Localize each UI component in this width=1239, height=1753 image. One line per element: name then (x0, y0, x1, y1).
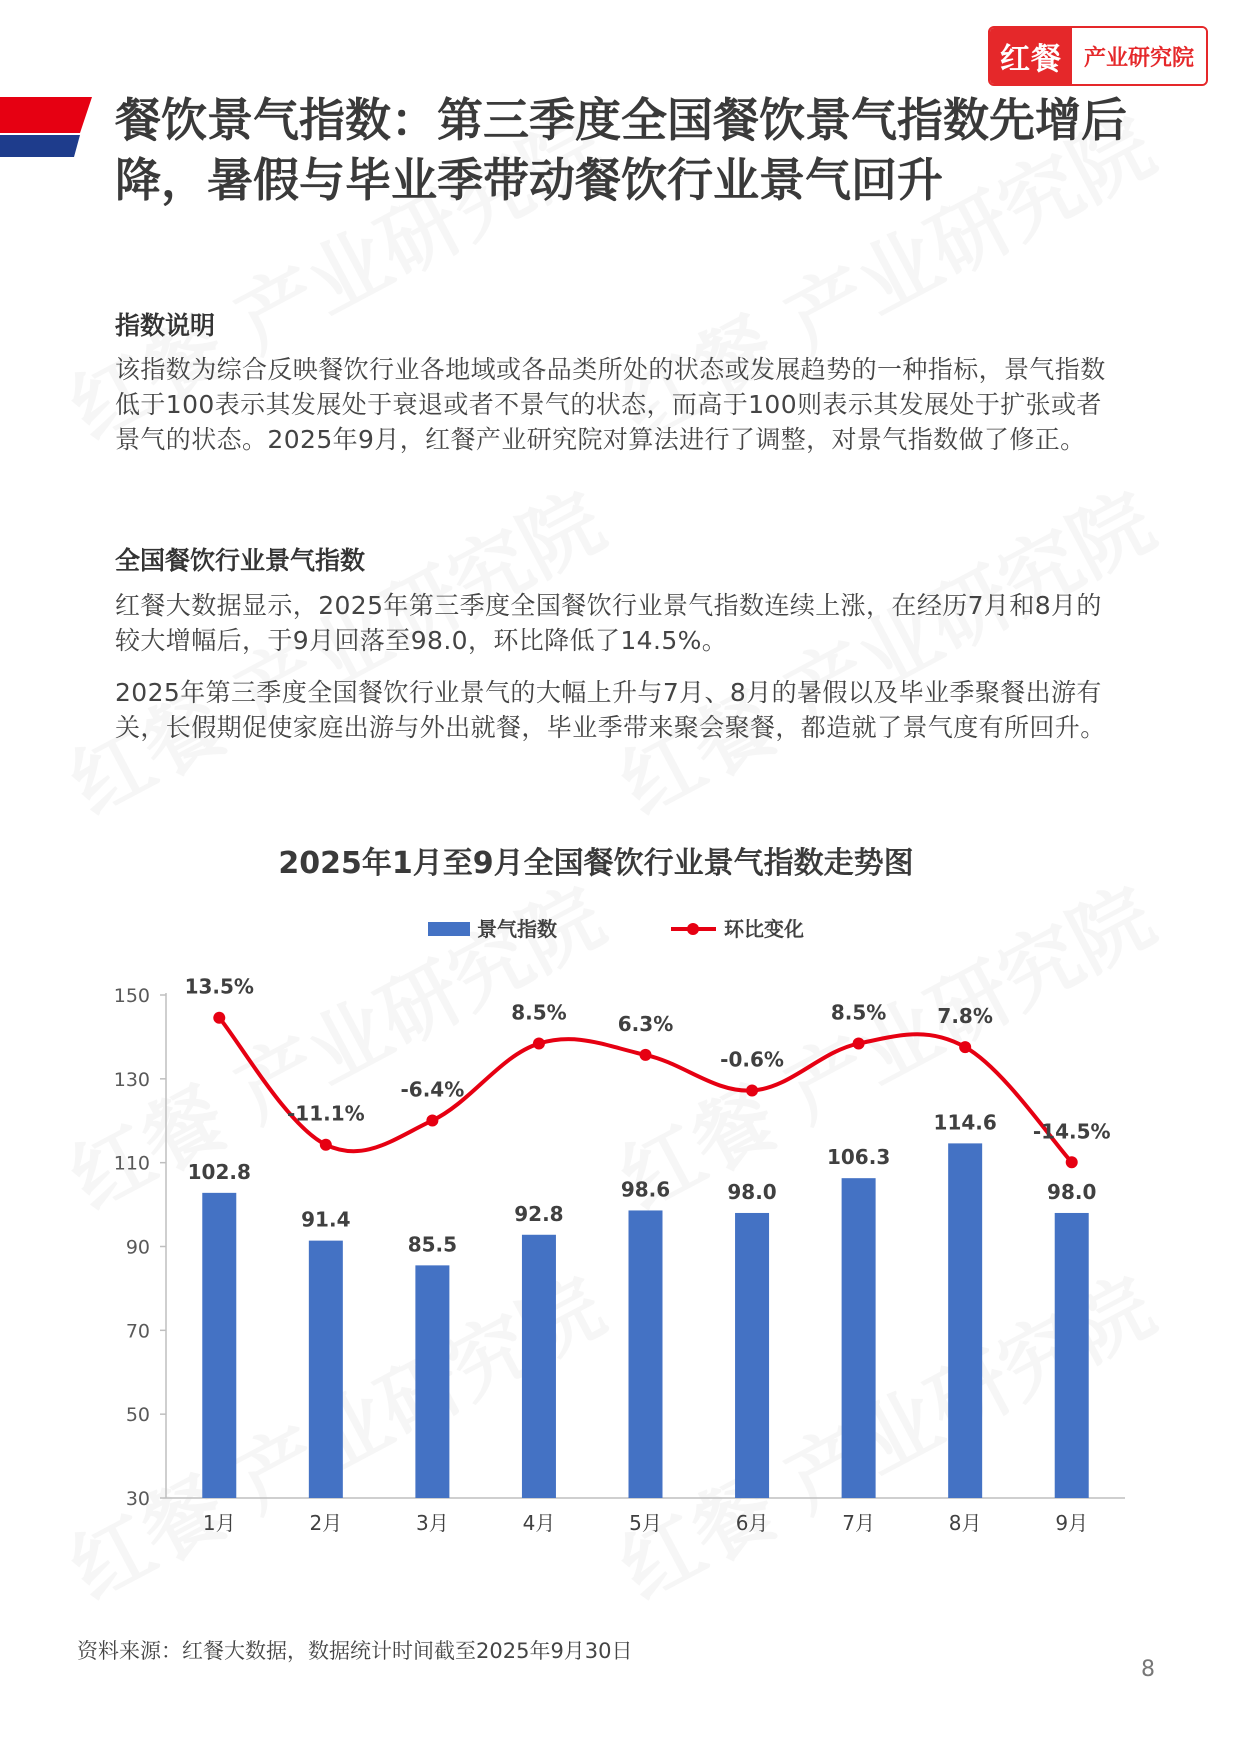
legend-bar-label: 景气指数 (477, 917, 557, 941)
x-tick-label: 8月 (948, 1511, 982, 1535)
chart-title: 2025年1月至9月全国餐饮行业景气指数走势图 (278, 846, 914, 881)
source-note: 资料来源：红餐大数据，数据统计时间截至2025年9月30日 (77, 1639, 633, 1663)
line-point (959, 1041, 971, 1053)
logo-text: 产业研究院 (1072, 28, 1206, 84)
y-tick-label: 150 (113, 985, 150, 1007)
bar-value-label: 92.8 (514, 1201, 564, 1226)
section-heading-index-note: 指数说明 (115, 311, 216, 340)
x-tick-label: 3月 (416, 1511, 449, 1535)
x-tick-label: 7月 (842, 1511, 875, 1535)
line-point (1066, 1156, 1078, 1168)
y-tick-label: 30 (125, 1488, 150, 1510)
page-number: 8 (1141, 1657, 1155, 1682)
bar-value-label: 98.0 (1047, 1179, 1097, 1204)
y-tick-label: 130 (113, 1068, 150, 1091)
bar-value-label: 114.6 (933, 1110, 997, 1135)
bar-value-label: 85.5 (407, 1232, 458, 1257)
line-point (640, 1049, 652, 1061)
bar (202, 1193, 236, 1498)
bar-value-label: 98.6 (620, 1177, 671, 1202)
x-tick-label: 2月 (309, 1511, 343, 1535)
chart-legend (428, 917, 804, 941)
page-title: 餐饮景气指数：第三季度全国餐饮景气指数先增后降，暑假与毕业季带动餐饮行业景气回升 (115, 93, 1127, 207)
bar-value-label: 91.4 (301, 1207, 351, 1232)
line-value-label: 8.5% (830, 1000, 887, 1025)
x-tick-label: 5月 (629, 1511, 662, 1535)
legend-line-marker (687, 923, 699, 935)
line-point (320, 1139, 332, 1151)
line-value-label: 7.8% (937, 1004, 993, 1029)
bar (522, 1235, 556, 1498)
bar (629, 1210, 663, 1498)
index-note-text: 该指数为综合反映餐饮行业各地域或各品类所处的状态或发展趋势的一种指标，景气指数低于100表示其发展处于衰退或者不景气的状态，而高于100则表示其发展处于扩张或者景气的状态。2025年9月，红餐产业研究院对算法进行了调整，对景气指数做了修正。 (115, 355, 1106, 454)
line-value-label: -14.5% (1032, 1119, 1111, 1144)
line-value-label: -6.4% (400, 1077, 465, 1102)
bar-value-label: 98.0 (727, 1179, 777, 1204)
x-tick-label: 1月 (202, 1511, 236, 1535)
bar (1055, 1213, 1089, 1498)
bar (948, 1143, 982, 1498)
national-index-para-1: 红餐大数据显示，2025年第三季度全国餐饮行业景气指数连续上涨，在经历7月和8月的较大增幅后，于9月回落至98.0，环比降低了14.5%。 (115, 591, 1102, 655)
logo-mark: 红餐 (990, 28, 1072, 84)
line-point (746, 1085, 758, 1097)
x-tick-label: 9月 (1055, 1511, 1089, 1535)
bar (842, 1178, 876, 1498)
line-point (533, 1038, 545, 1050)
y-tick-label: 70 (125, 1320, 150, 1343)
bar-series (188, 1110, 1097, 1498)
line-point (213, 1012, 225, 1024)
legend-line-label: 环比变化 (724, 917, 804, 941)
legend-bar-swatch (428, 922, 470, 936)
bar (309, 1241, 343, 1498)
y-tick-label: 50 (125, 1404, 150, 1427)
y-tick-label: 110 (113, 1152, 150, 1175)
national-index-para-2: 2025年第三季度全国餐饮行业景气的大幅上升与7月、8月的暑假以及毕业季聚餐出游有关，长假期促使家庭出游与外出就餐，毕业季带来聚会聚餐，都造就了景气度有所回升。 (115, 678, 1106, 742)
line-series (185, 975, 1111, 1169)
x-tick-label: 4月 (522, 1511, 556, 1535)
bar (735, 1213, 769, 1498)
line-path (219, 1018, 1071, 1163)
line-value-label: 6.3% (617, 1011, 674, 1036)
bar-value-label: 102.8 (187, 1159, 251, 1184)
section-heading-national-index: 全国餐饮行业景气指数 (115, 546, 366, 575)
x-tick-label: 6月 (735, 1511, 769, 1535)
line-point (426, 1114, 438, 1126)
line-value-label: 13.5% (184, 974, 254, 999)
bar (415, 1265, 449, 1498)
line-point (853, 1038, 865, 1050)
bar-value-label: 106.3 (826, 1145, 891, 1170)
y-tick-label: 90 (125, 1236, 150, 1259)
line-value-label: -0.6% (720, 1047, 784, 1072)
line-value-label: -11.1% (286, 1101, 365, 1126)
line-value-label: 8.5% (511, 1000, 567, 1025)
